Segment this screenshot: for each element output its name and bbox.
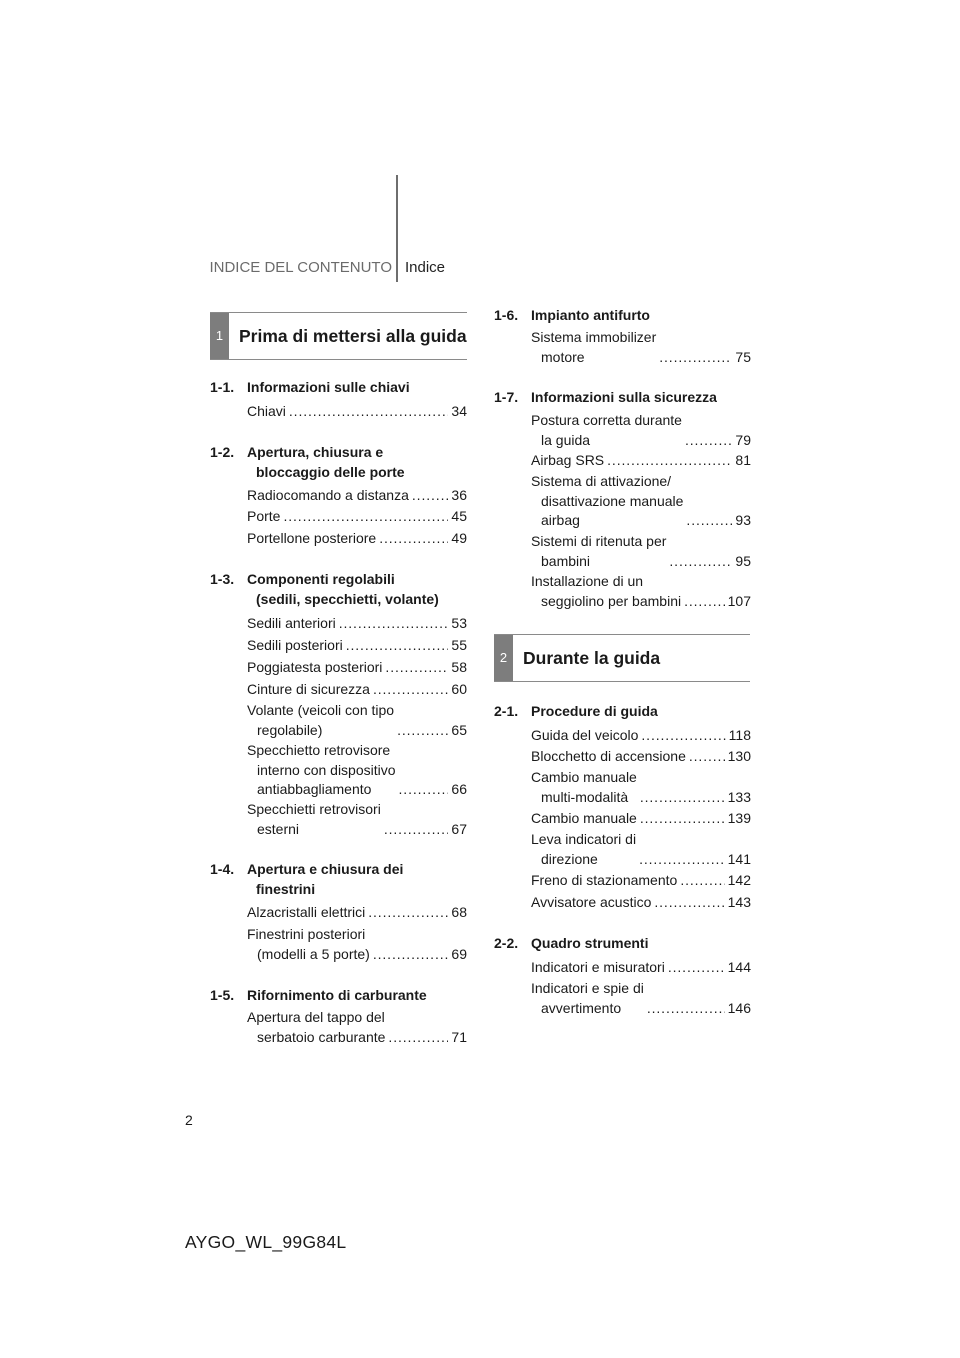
entry-text: Volante (veicoli con tipo	[247, 702, 395, 718]
group-number: 2-2.	[494, 935, 519, 951]
entry-page: 45	[451, 508, 467, 524]
entry-text: avvertimento	[541, 999, 622, 1016]
header-divider	[396, 175, 398, 282]
leader-dots	[283, 507, 448, 527]
group-number: 1-4.	[210, 861, 235, 877]
entry-page: 75	[735, 348, 751, 365]
group-title-text: (sedili, specchietti, volante)	[256, 590, 439, 607]
toc-entry[interactable]	[531, 830, 751, 869]
entry-text: Avvisatore acustico	[531, 894, 652, 910]
entry-text: bambini	[541, 552, 591, 569]
leader-dots	[607, 451, 732, 471]
toc-entry[interactable]	[247, 529, 467, 549]
entry-text: Cambio manuale	[531, 769, 637, 785]
leader-dots	[689, 747, 725, 767]
entry-text: esterni	[257, 820, 300, 837]
entry-text: (modelli a 5 porte)	[257, 945, 370, 962]
group-title-text: Impianto antifurto	[531, 307, 650, 323]
toc-entry[interactable]	[247, 636, 467, 656]
entry-text: Apertura del tappo del	[247, 1009, 385, 1025]
entry-page: 53	[451, 615, 467, 631]
toc-entry[interactable]	[247, 925, 467, 964]
leader-dots	[668, 958, 725, 978]
entry-page: 107	[727, 592, 751, 609]
group-title-text: Rifornimento di carburante	[247, 987, 427, 1003]
toc-entry[interactable]	[247, 800, 467, 839]
toc-entry[interactable]	[247, 701, 467, 740]
toc-entry[interactable]	[247, 486, 467, 506]
toc-entry[interactable]	[531, 472, 751, 531]
entry-text: Sistema di attivazione/	[531, 473, 672, 489]
toc-entry[interactable]	[531, 572, 751, 611]
group-title-1-5[interactable]	[210, 986, 427, 1006]
entry-page: 139	[727, 810, 751, 826]
group-title-text: Componenti regolabili	[247, 571, 395, 587]
toc-entry[interactable]	[247, 1008, 467, 1047]
group-title-text: Quadro strumenti	[531, 935, 649, 951]
toc-entry[interactable]	[531, 979, 751, 1018]
toc-entry[interactable]	[531, 726, 751, 746]
entry-text: Leva indicatori di	[531, 831, 637, 847]
entry-text: Blocchetto di accensione	[531, 748, 686, 764]
leader-dots	[373, 945, 449, 965]
group-number: 1-6.	[494, 307, 519, 323]
leader-dots	[385, 658, 448, 678]
entry-text: Cinture di sicurezza	[247, 681, 370, 697]
toc-entry[interactable]	[247, 903, 467, 923]
entry-page: 81	[735, 452, 751, 468]
toc-entry[interactable]	[531, 411, 751, 450]
entry-page: 133	[727, 788, 751, 805]
entry-page: 68	[451, 904, 467, 920]
entry-text: Guida del veicolo	[531, 727, 639, 743]
header-page-title: Indice	[405, 259, 446, 276]
group-number: 1-1.	[210, 379, 235, 395]
entry-text: Radiocomando a distanza	[247, 487, 409, 503]
leader-dots	[339, 614, 449, 634]
entry-text: disattivazione manuale	[541, 492, 684, 509]
entry-page: 93	[735, 512, 751, 528]
entry-page: 60	[451, 681, 467, 697]
section-number: 1	[210, 313, 229, 359]
entry-text: Installazione di un	[531, 573, 644, 589]
leader-dots	[669, 552, 732, 572]
entry-text: interno con dispositivo	[257, 761, 396, 778]
leader-dots	[647, 999, 725, 1019]
group-title-1-1[interactable]	[210, 378, 410, 398]
entry-page: 67	[451, 820, 467, 837]
entry-text: Sedili posteriori	[247, 637, 343, 653]
leader-dots	[397, 721, 448, 741]
entry-page: 142	[727, 872, 751, 888]
toc-entry[interactable]	[531, 871, 751, 891]
entry-page: 130	[727, 748, 751, 764]
leader-dots	[640, 788, 725, 808]
toc-entry[interactable]	[531, 768, 751, 807]
leader-dots	[346, 636, 449, 656]
entry-page: 141	[727, 850, 751, 867]
entry-text: antiabbagliamento	[257, 781, 372, 797]
leader-dots	[686, 511, 732, 531]
entry-page: 36	[451, 487, 467, 503]
entry-text: multi-modalità	[541, 788, 629, 805]
entry-text: direzione	[541, 850, 598, 867]
leader-dots	[399, 780, 449, 800]
leader-dots	[680, 871, 724, 891]
leader-dots	[384, 820, 449, 840]
group-number: 1-7.	[494, 389, 519, 405]
toc-entry[interactable]	[531, 893, 751, 913]
entry-text: Indicatori e spie di	[531, 980, 644, 996]
header-section-label: INDICE DEL CONTENUTO	[209, 259, 392, 276]
group-title-1-7[interactable]	[494, 388, 717, 408]
toc-entry[interactable]	[247, 680, 467, 700]
entry-text: Cambio manuale	[531, 810, 637, 826]
leader-dots	[388, 1028, 448, 1048]
entry-page: 55	[451, 637, 467, 653]
entry-text: Porte	[247, 508, 281, 524]
entry-page: 49	[451, 530, 467, 546]
entry-page: 118	[728, 727, 751, 743]
entry-page: 65	[451, 721, 467, 738]
group-title-text: Procedure di guida	[531, 703, 658, 719]
group-title-text: Informazioni sulla sicurezza	[531, 389, 717, 405]
entry-text: Specchietto retrovisore	[247, 742, 391, 758]
group-title-text: finestrini	[256, 880, 316, 897]
leader-dots	[641, 726, 725, 746]
leader-dots	[659, 348, 732, 368]
page-number: 2	[185, 1112, 193, 1128]
entry-page: 69	[451, 945, 467, 962]
toc-entry[interactable]	[247, 402, 467, 422]
leader-dots	[373, 680, 448, 700]
toc-entry[interactable]	[531, 809, 751, 829]
group-title-text: Informazioni sulle chiavi	[247, 379, 410, 395]
group-title-text: Apertura e chiusura dei	[247, 861, 404, 877]
leader-dots	[289, 402, 449, 422]
leader-dots	[639, 850, 725, 870]
group-title-2-1[interactable]	[494, 702, 658, 722]
toc-entry[interactable]	[531, 328, 751, 367]
entry-text: Postura corretta durante	[531, 412, 682, 428]
entry-page: 95	[735, 552, 751, 569]
entry-text: seggiolino per bambini	[541, 592, 682, 609]
toc-entry[interactable]	[247, 614, 467, 634]
section-title: Durante la guida	[523, 647, 661, 668]
entry-text: Indicatori e misuratori	[531, 959, 665, 975]
group-number: 1-2.	[210, 444, 235, 460]
entry-page: 66	[451, 781, 467, 797]
toc-entry[interactable]	[247, 741, 467, 800]
entry-page: 146	[727, 999, 751, 1016]
group-number: 1-3.	[210, 571, 235, 587]
entry-text: Sistema immobilizer	[531, 329, 657, 345]
entry-page: 79	[735, 431, 751, 448]
section-title: Prima di mettersi alla guida	[239, 325, 467, 346]
leader-dots	[685, 431, 732, 451]
leader-dots	[412, 486, 449, 506]
entry-text: airbag	[541, 512, 580, 528]
entry-text: Freno di stazionamento	[531, 872, 678, 888]
leader-dots	[368, 903, 448, 923]
entry-text: Alzacristalli elettrici	[247, 904, 366, 920]
toc-entry[interactable]	[531, 747, 751, 767]
group-title-text: bloccaggio delle porte	[256, 463, 405, 480]
leader-dots	[654, 893, 724, 913]
entry-text: Poggiatesta posteriori	[247, 659, 383, 675]
entry-page: 34	[451, 403, 467, 419]
entry-page: 143	[727, 894, 751, 910]
entry-text: Sistemi di ritenuta per	[531, 533, 667, 549]
group-title-1-4[interactable]	[210, 860, 403, 899]
group-title-text: Apertura, chiusura e	[247, 444, 384, 460]
entry-text: serbatoio carburante	[257, 1028, 386, 1045]
group-title-1-3[interactable]	[210, 570, 439, 609]
entry-text: Sedili anteriori	[247, 615, 336, 631]
leader-dots	[640, 809, 725, 829]
leader-dots	[379, 529, 448, 549]
section-header-2[interactable]	[494, 634, 750, 682]
entry-page: 71	[451, 1028, 467, 1045]
group-title-1-6[interactable]	[494, 306, 650, 326]
entry-text: Portellone posteriore	[247, 530, 377, 546]
model-code: AYGO_WL_99G84L	[185, 1232, 347, 1252]
toc-entry[interactable]	[531, 958, 751, 978]
toc-entry[interactable]	[531, 451, 751, 471]
leader-dots	[684, 592, 725, 612]
entry-text: regolabile)	[257, 721, 323, 738]
group-number: 1-5.	[210, 987, 235, 1003]
entry-page: 144	[727, 959, 751, 975]
entry-text: la guida	[541, 431, 591, 448]
toc-entry[interactable]	[531, 532, 751, 571]
entry-text: motore	[541, 348, 585, 365]
entry-text: Finestrini posteriori	[247, 926, 366, 942]
group-number: 2-1.	[494, 703, 519, 719]
entry-text: Airbag SRS	[531, 452, 605, 468]
group-title-1-2[interactable]	[210, 443, 405, 482]
toc-entry[interactable]	[247, 658, 467, 678]
toc-entry[interactable]	[247, 507, 467, 527]
entry-text: Chiavi	[247, 403, 286, 419]
section-header-1[interactable]	[210, 312, 467, 360]
section-number: 2	[494, 635, 513, 681]
group-title-2-2[interactable]	[494, 934, 648, 954]
entry-page: 58	[451, 659, 467, 675]
entry-text: Specchietti retrovisori	[247, 801, 381, 817]
